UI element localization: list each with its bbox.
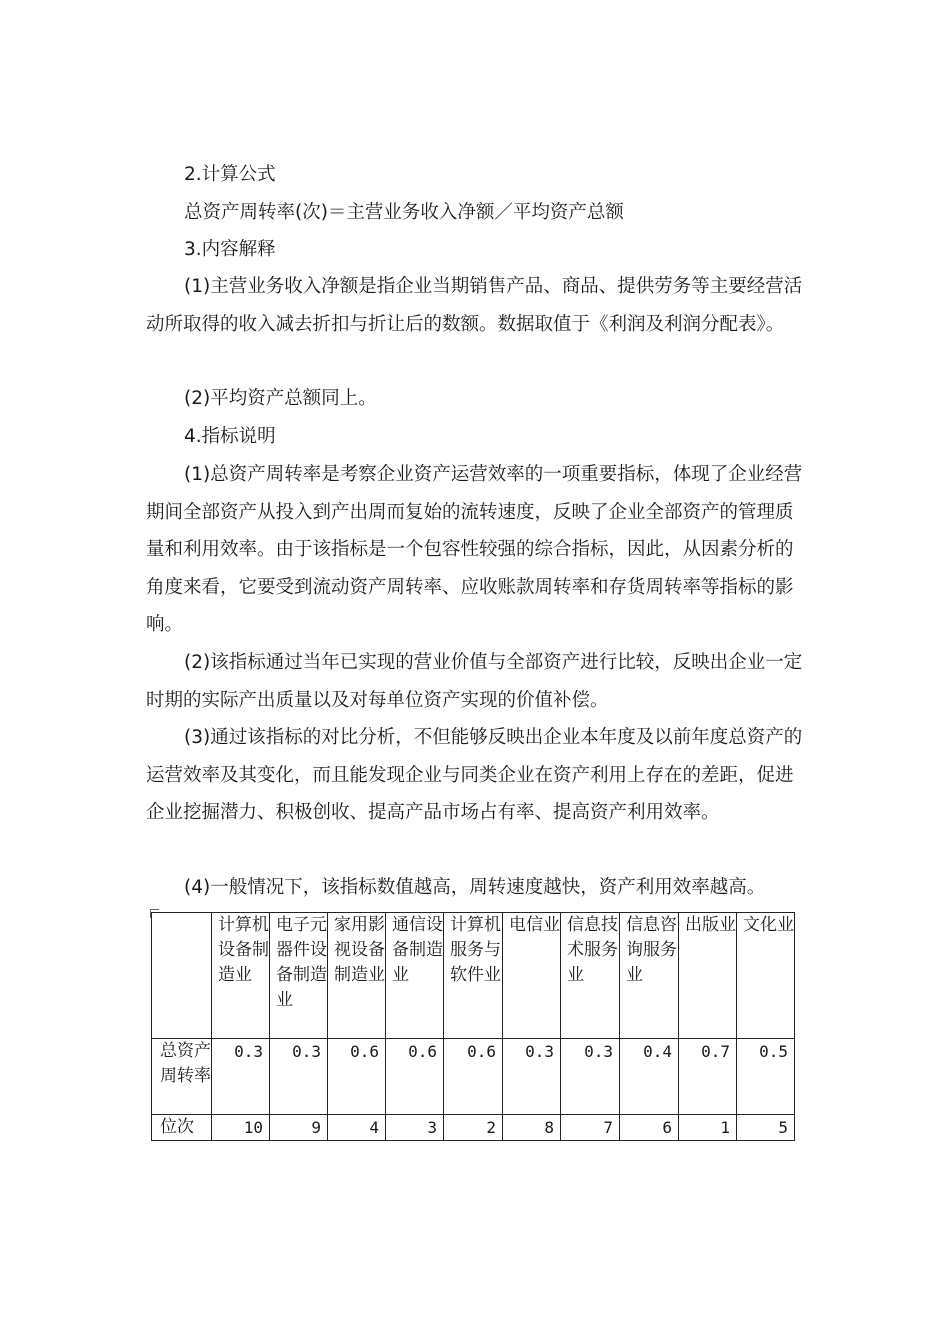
header-cell: 信息咨询服务业 [620,913,679,1039]
value-cell: 9 [270,1115,328,1141]
value-cell: 0.5 [737,1039,795,1115]
header-cell: 家用影视设备制造业 [328,913,386,1039]
value-cell: 0.3 [270,1039,328,1115]
paragraph-net-revenue: (1)主营业务收入净额是指企业当期销售产品、商品、提供劳务等主要经营活动所取得的收入减去折扣与折让后的数额。数据取值于《利润及利润分配表》。 [146,276,803,335]
value-cell: 8 [503,1115,561,1141]
header-cell: 信息技术服务业 [561,913,620,1039]
header-cell: 通信设备制造业 [386,913,444,1039]
value-cell: 0.4 [620,1039,679,1115]
paragraph-note-1: (1)总资产周转率是考察企业资产运营效率的一项重要指标，体现了企业经营期间全部资产从投入到产出周而复始的流转速度，反映了企业全部资产的管理质量和利用效率。由于该指标是一个包容性较强的综合指标，因此，从因素分析的角度来看，它要受到流动资产周转率、应收账款周转率和存货周转率等指标的影响。 [146,464,803,635]
header-cell: 计算机服务与软件业 [444,913,503,1039]
value-cell: 10 [212,1115,270,1141]
heading-indicator-notes: 4.指标说明 [184,426,276,447]
value-cell: 2 [444,1115,503,1141]
value-cell: 0.3 [212,1039,270,1115]
heading-formula: 2.计算公式 [184,164,276,185]
header-cell: 出版业 [679,913,737,1039]
value-cell: 0.3 [561,1039,620,1115]
header-cell: 文化业 [737,913,795,1039]
heading-content-explanation: 3.内容解释 [184,239,276,260]
header-cell: 电信业 [503,913,561,1039]
value-cell: 0.6 [444,1039,503,1115]
value-cell: 0.3 [503,1039,561,1115]
industry-turnover-table [151,912,795,1141]
value-cell: 6 [620,1115,679,1141]
row-label-cell: 位次 [152,1115,212,1141]
table-corner-cell [152,913,212,1039]
value-cell: 3 [386,1115,444,1141]
table-header-row [152,913,795,1039]
paragraph-average-assets: (2)平均资产总额同上。 [184,388,377,409]
paragraph-note-2: (2)该指标通过当年已实现的营业价值与全部资产进行比较，反映出企业一定时期的实际产出质量以及对每单位资产实现的价值补偿。 [146,652,803,711]
value-cell: 5 [737,1115,795,1141]
value-cell: 0.6 [386,1039,444,1115]
header-cell: 计算机设备制造业 [212,913,270,1039]
paragraph-note-3: (3)通过该指标的对比分析，不但能够反映出企业本年度及以前年度总资产的运营效率及其变化，而且能发现企业与同类企业在资产利用上存在的差距，促进企业挖掘潜力、积极创收、提高产品市场占有率、提高资产利用效率。 [146,727,803,823]
paragraph-note-4: (4)一般情况下，该指标数值越高，周转速度越快，资产利用效率越高。 [184,877,766,898]
value-cell: 0.7 [679,1039,737,1115]
value-cell: 0.6 [328,1039,386,1115]
value-cell: 4 [328,1115,386,1141]
table-row [152,1039,795,1115]
formula-text: 总资产周转率(次)＝主营业务收入净额／平均资产总额 [184,202,624,223]
row-label-cell: 总资产周转率 [152,1039,212,1115]
value-cell: 7 [561,1115,620,1141]
header-cell: 电子元器件设备制造业 [270,913,328,1039]
table-row [152,1115,795,1141]
value-cell: 1 [679,1115,737,1141]
